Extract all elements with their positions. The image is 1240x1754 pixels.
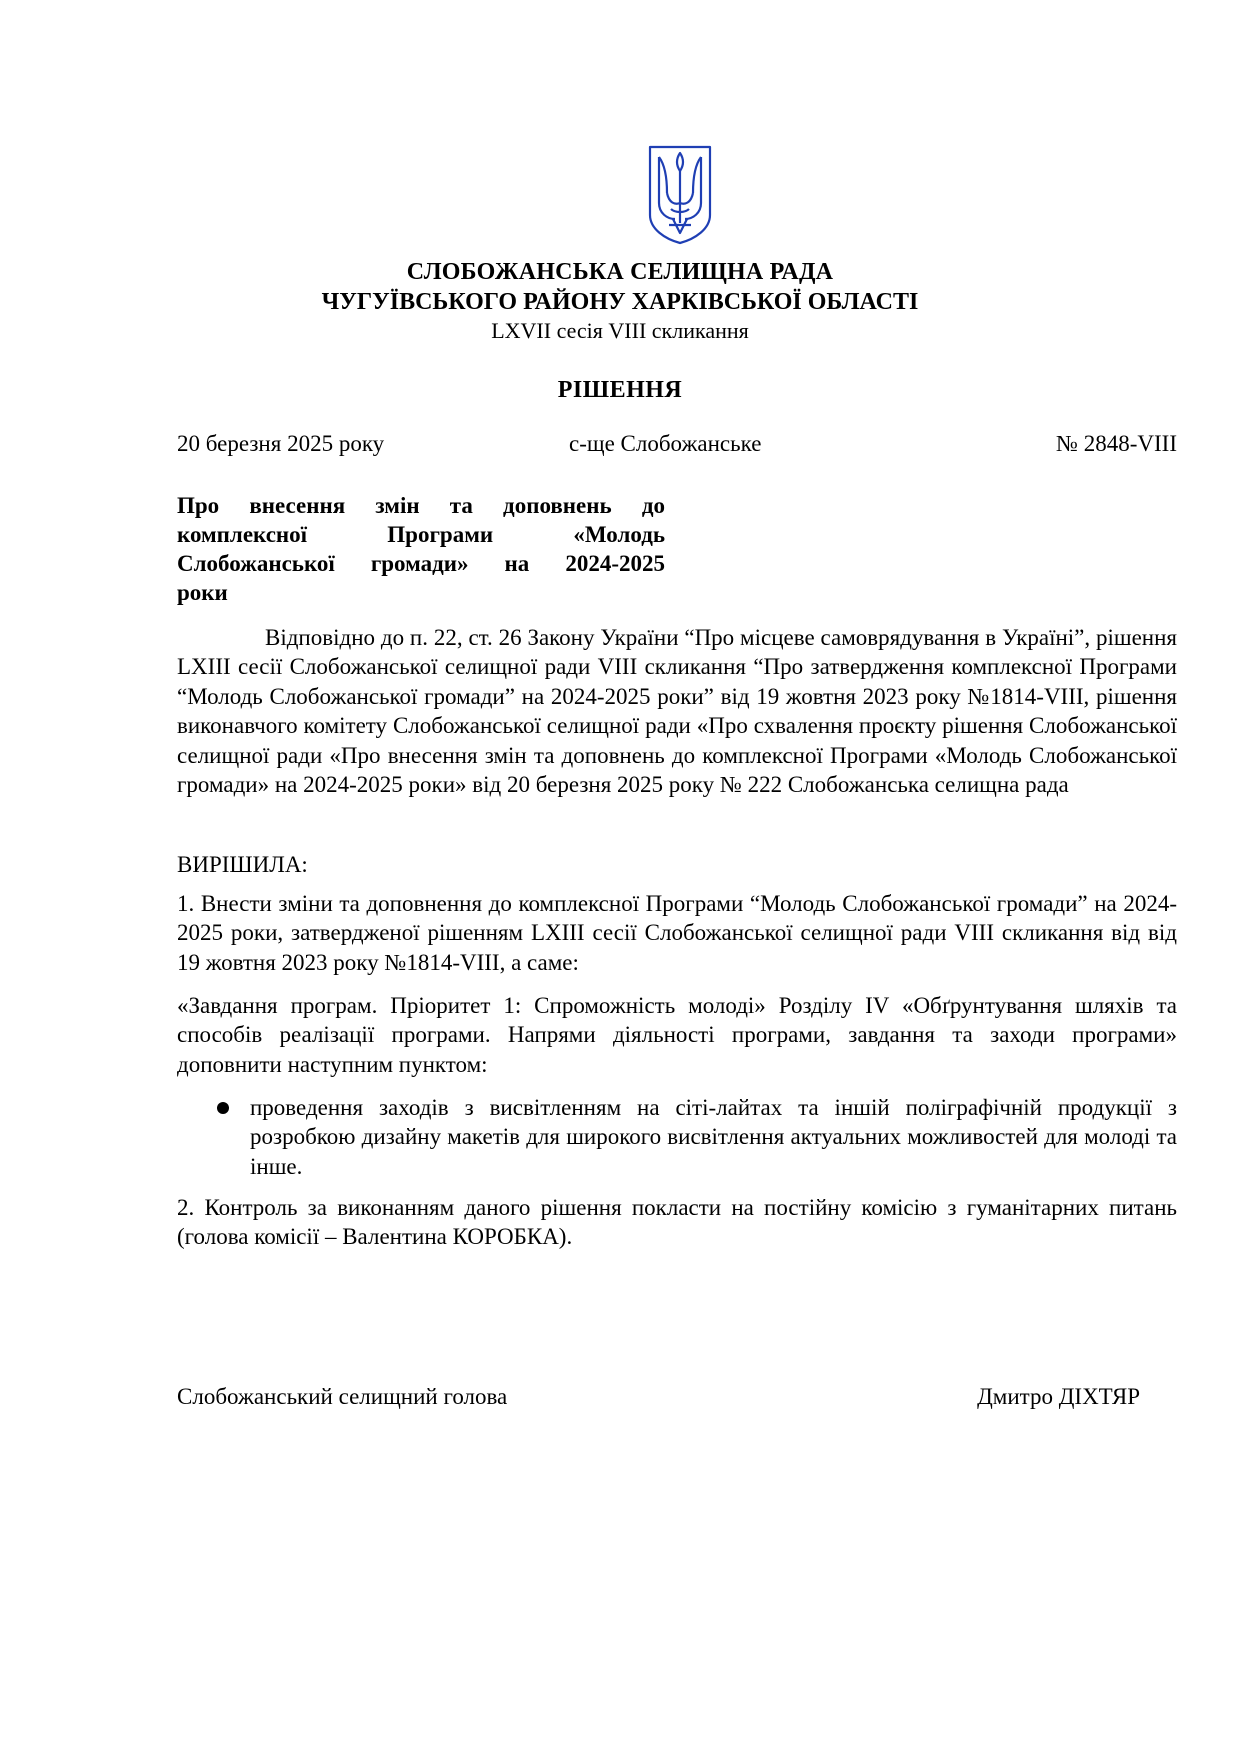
program-task-paragraph: «Завдання програм. Пріоритет 1: Спроможність молоді» Розділу IV «Обґрунтування шляхів та способів реалізації програми. Напрями діяльності програми, завдання та заходи програми» доповнити наступним пунктом: [177,993,1177,1077]
preamble-paragraph: Відповідно до п. 22, ст. 26 Закону України “Про місцеве самоврядування в Україні”, рішення LXIII сесії Слобожанської селищної ради VIII скликання “Про затвердження комплексної Програми “Молодь Слобожанської громади” на 2024-2025 роки” від 19 жовтня 2023 року №1814-VIII, рішення виконавчого комітету Слобожанської селищної ради «Про схвалення проєкту рішення Слобожанської селищної ради «Про внесення змін та доповнень до комплексної Програми «Молодь Слобожанської громади» на 2024-2025 роки» від 20 березня 2025 року № 222 Слобожанська селищна рада [177,625,1177,798]
organization-district: ЧУГУЇВСЬКОГО РАЙОНУ ХАРКІВСЬКОЇ ОБЛАСТІ [321,289,919,315]
signature-name: Дмитро ДІХТЯР [977,1384,1140,1409]
decision-item-2: 2. Контроль за виконанням даного рішення покласти на постійну комісію з гуманітарних питань (голова комісії – Валентина КОРОБКА). [177,1195,1177,1250]
subject-text: Про внесення змін та доповнень до комплексної Програми «Молодь Слобожанської громади» на 2024-2025 [177,493,665,576]
bullet-dot-icon [217,1102,229,1114]
document-meta-row [177,430,1177,460]
decided-heading: ВИРІШИЛА: [177,852,308,877]
bullet-text: проведення заходів з висвітленням на сіті-лайтах та іншій поліграфічній продукції з розробкою дизайну макетів для широкого висвітлення актуальних можливостей для молоді та інше. [250,1095,1177,1179]
document-type: РІШЕННЯ [557,377,683,403]
decision-item-1: 1. Внести зміни та доповнення до комплексної Програми “Молодь Слобожанської громади” на 2024-2025 роки, затвердженої рішенням LXIII сесії Слобожанської селищної ради VIII скликання від від 19 жовтня 2023 року №1814-VIII, а саме: [177,891,1177,975]
subject-last-word: роки [177,580,228,605]
document-number: № 2848-VIII [1056,431,1177,456]
document-date: 20 березня 2025 року [177,431,385,456]
document-subject [177,491,665,607]
organization-name: СЛОБОЖАНСЬКА СЕЛИЩНА РАДА [406,259,834,285]
signature-title: Слобожанський селищний голова [177,1384,508,1409]
session-line: LXVII сесія VIII скликання [491,318,749,343]
document-place: с-ще Слобожанське [569,431,762,456]
bullet-list-item [177,1093,1177,1181]
trident-emblem-icon [647,143,713,245]
